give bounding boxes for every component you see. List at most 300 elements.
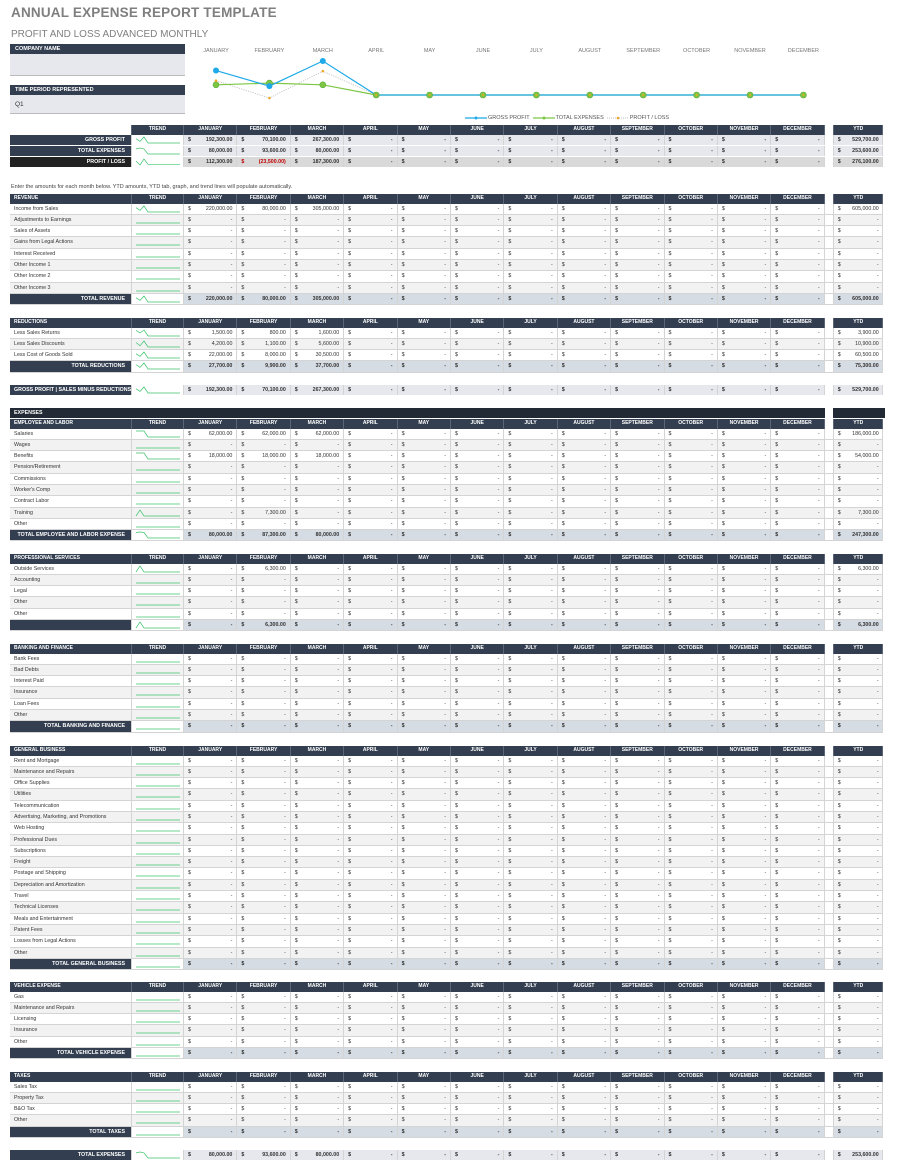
cell-november[interactable]: $ - — [718, 609, 771, 619]
cell-november[interactable]: $ - — [718, 260, 771, 270]
cell-october[interactable]: $ - — [665, 429, 718, 439]
cell-april[interactable]: $ - — [344, 710, 397, 720]
cell-march[interactable]: $ - — [291, 902, 344, 912]
cell-september[interactable]: $ - — [611, 204, 664, 214]
cell-march[interactable]: $ - — [291, 1003, 344, 1013]
cell-october[interactable]: $ - — [665, 812, 718, 822]
cell-june[interactable]: $ - — [451, 440, 504, 450]
cell-february[interactable]: $ 18,000.00 — [237, 451, 290, 461]
cell-july[interactable]: $ - — [504, 891, 557, 901]
cell-march[interactable]: $ - — [291, 215, 344, 225]
cell-september[interactable]: $ - — [611, 564, 664, 574]
cell-december[interactable]: $ - — [771, 654, 824, 664]
cell-february[interactable]: $ - — [237, 654, 290, 664]
cell-october[interactable]: $ - — [665, 880, 718, 890]
cell-july[interactable]: $ - — [504, 1104, 557, 1114]
cell-february[interactable]: $ - — [237, 812, 290, 822]
cell-november[interactable]: $ - — [718, 519, 771, 529]
cell-february[interactable]: $ - — [237, 586, 290, 596]
cell-october[interactable]: $ - — [665, 237, 718, 247]
cell-december[interactable]: $ - — [771, 451, 824, 461]
cell-august[interactable]: $ - — [558, 237, 611, 247]
cell-may[interactable]: $ - — [398, 440, 451, 450]
cell-november[interactable]: $ - — [718, 249, 771, 259]
cell-november[interactable]: $ - — [718, 914, 771, 924]
cell-october[interactable]: $ - — [665, 215, 718, 225]
cell-january[interactable]: $ - — [184, 676, 237, 686]
cell-october[interactable]: $ - — [665, 350, 718, 360]
cell-january[interactable]: $ - — [184, 283, 237, 293]
cell-december[interactable]: $ - — [771, 687, 824, 697]
cell-february[interactable]: $ - — [237, 485, 290, 495]
cell-march[interactable]: $ - — [291, 474, 344, 484]
cell-july[interactable]: $ - — [504, 429, 557, 439]
cell-august[interactable]: $ - — [558, 271, 611, 281]
cell-august[interactable]: $ - — [558, 914, 611, 924]
cell-september[interactable]: $ - — [611, 654, 664, 664]
cell-september[interactable]: $ - — [611, 339, 664, 349]
cell-november[interactable]: $ - — [718, 237, 771, 247]
cell-january[interactable]: $ - — [184, 440, 237, 450]
cell-june[interactable]: $ - — [451, 789, 504, 799]
cell-september[interactable]: $ - — [611, 778, 664, 788]
cell-january[interactable]: $ - — [184, 586, 237, 596]
cell-february[interactable]: $ - — [237, 215, 290, 225]
cell-august[interactable]: $ - — [558, 654, 611, 664]
cell-july[interactable]: $ - — [504, 880, 557, 890]
cell-may[interactable]: $ - — [398, 925, 451, 935]
cell-november[interactable]: $ - — [718, 676, 771, 686]
cell-june[interactable]: $ - — [451, 597, 504, 607]
cell-august[interactable]: $ - — [558, 812, 611, 822]
cell-december[interactable]: $ - — [771, 564, 824, 574]
cell-may[interactable]: $ - — [398, 249, 451, 259]
cell-january[interactable]: $ - — [184, 1003, 237, 1013]
cell-august[interactable]: $ - — [558, 1025, 611, 1035]
cell-january[interactable]: $ - — [184, 485, 237, 495]
cell-february[interactable]: $ - — [237, 597, 290, 607]
cell-february[interactable]: $ - — [237, 835, 290, 845]
cell-september[interactable]: $ - — [611, 485, 664, 495]
cell-november[interactable]: $ - — [718, 429, 771, 439]
cell-august[interactable]: $ - — [558, 665, 611, 675]
cell-january[interactable]: $ - — [184, 925, 237, 935]
cell-march[interactable]: $ - — [291, 283, 344, 293]
cell-april[interactable]: $ - — [344, 857, 397, 867]
cell-october[interactable]: $ - — [665, 936, 718, 946]
cell-april[interactable]: $ - — [344, 778, 397, 788]
cell-february[interactable]: $ - — [237, 249, 290, 259]
cell-august[interactable]: $ - — [558, 778, 611, 788]
cell-march[interactable]: $ 1,600.00 — [291, 328, 344, 338]
cell-april[interactable]: $ - — [344, 1014, 397, 1024]
cell-february[interactable]: $ - — [237, 992, 290, 1002]
cell-december[interactable]: $ - — [771, 936, 824, 946]
cell-february[interactable]: $ - — [237, 271, 290, 281]
cell-july[interactable]: $ - — [504, 699, 557, 709]
cell-december[interactable]: $ - — [771, 699, 824, 709]
cell-may[interactable]: $ - — [398, 676, 451, 686]
cell-december[interactable]: $ - — [771, 1104, 824, 1114]
cell-march[interactable]: $ - — [291, 699, 344, 709]
cell-july[interactable]: $ - — [504, 260, 557, 270]
cell-september[interactable]: $ - — [611, 1025, 664, 1035]
cell-december[interactable]: $ - — [771, 350, 824, 360]
cell-november[interactable]: $ - — [718, 767, 771, 777]
cell-december[interactable]: $ - — [771, 778, 824, 788]
cell-april[interactable]: $ - — [344, 328, 397, 338]
cell-march[interactable]: $ - — [291, 586, 344, 596]
cell-april[interactable]: $ - — [344, 868, 397, 878]
cell-april[interactable]: $ - — [344, 948, 397, 958]
cell-march[interactable]: $ - — [291, 846, 344, 856]
cell-december[interactable]: $ - — [771, 1093, 824, 1103]
cell-september[interactable]: $ - — [611, 880, 664, 890]
cell-april[interactable]: $ - — [344, 260, 397, 270]
cell-march[interactable]: $ - — [291, 496, 344, 506]
cell-march[interactable]: $ 305,000.00 — [291, 204, 344, 214]
cell-november[interactable]: $ - — [718, 1104, 771, 1114]
cell-august[interactable]: $ - — [558, 609, 611, 619]
cell-april[interactable]: $ - — [344, 451, 397, 461]
cell-november[interactable]: $ - — [718, 1003, 771, 1013]
cell-february[interactable]: $ 62,000.00 — [237, 429, 290, 439]
cell-november[interactable]: $ - — [718, 1082, 771, 1092]
cell-april[interactable]: $ - — [344, 914, 397, 924]
cell-july[interactable]: $ - — [504, 1037, 557, 1047]
cell-august[interactable]: $ - — [558, 936, 611, 946]
cell-may[interactable]: $ - — [398, 226, 451, 236]
cell-may[interactable]: $ - — [398, 992, 451, 1002]
cell-september[interactable]: $ - — [611, 756, 664, 766]
cell-september[interactable]: $ - — [611, 519, 664, 529]
cell-may[interactable]: $ - — [398, 936, 451, 946]
cell-november[interactable]: $ - — [718, 835, 771, 845]
cell-february[interactable]: $ - — [237, 609, 290, 619]
cell-october[interactable]: $ - — [665, 283, 718, 293]
cell-april[interactable]: $ - — [344, 283, 397, 293]
cell-march[interactable]: $ - — [291, 564, 344, 574]
cell-may[interactable]: $ - — [398, 496, 451, 506]
cell-june[interactable]: $ - — [451, 676, 504, 686]
cell-october[interactable]: $ - — [665, 328, 718, 338]
cell-june[interactable]: $ - — [451, 519, 504, 529]
cell-march[interactable]: $ - — [291, 485, 344, 495]
cell-april[interactable]: $ - — [344, 880, 397, 890]
cell-april[interactable]: $ - — [344, 846, 397, 856]
cell-january[interactable]: $ - — [184, 1104, 237, 1114]
cell-february[interactable]: $ - — [237, 936, 290, 946]
cell-november[interactable]: $ - — [718, 1014, 771, 1024]
cell-july[interactable]: $ - — [504, 283, 557, 293]
cell-april[interactable]: $ - — [344, 992, 397, 1002]
cell-august[interactable]: $ - — [558, 519, 611, 529]
cell-may[interactable]: $ - — [398, 609, 451, 619]
cell-october[interactable]: $ - — [665, 868, 718, 878]
cell-march[interactable]: $ - — [291, 767, 344, 777]
cell-december[interactable]: $ - — [771, 1082, 824, 1092]
cell-october[interactable]: $ - — [665, 1003, 718, 1013]
cell-october[interactable]: $ - — [665, 891, 718, 901]
cell-april[interactable]: $ - — [344, 767, 397, 777]
cell-august[interactable]: $ - — [558, 846, 611, 856]
cell-august[interactable]: $ - — [558, 204, 611, 214]
cell-march[interactable]: $ - — [291, 676, 344, 686]
cell-november[interactable]: $ - — [718, 440, 771, 450]
cell-november[interactable]: $ - — [718, 654, 771, 664]
cell-february[interactable]: $ - — [237, 880, 290, 890]
cell-march[interactable]: $ 18,000.00 — [291, 451, 344, 461]
cell-march[interactable]: $ - — [291, 226, 344, 236]
cell-december[interactable]: $ - — [771, 992, 824, 1002]
cell-january[interactable]: $ - — [184, 699, 237, 709]
cell-october[interactable]: $ - — [665, 496, 718, 506]
cell-november[interactable]: $ - — [718, 451, 771, 461]
cell-april[interactable]: $ - — [344, 204, 397, 214]
cell-july[interactable]: $ - — [504, 948, 557, 958]
cell-april[interactable]: $ - — [344, 350, 397, 360]
cell-may[interactable]: $ - — [398, 1025, 451, 1035]
cell-february[interactable]: $ - — [237, 1014, 290, 1024]
cell-december[interactable]: $ - — [771, 204, 824, 214]
cell-june[interactable]: $ - — [451, 1037, 504, 1047]
cell-january[interactable]: $ - — [184, 801, 237, 811]
cell-february[interactable]: $ - — [237, 948, 290, 958]
cell-january[interactable]: $ - — [184, 609, 237, 619]
cell-november[interactable]: $ - — [718, 1115, 771, 1125]
cell-november[interactable]: $ - — [718, 665, 771, 675]
cell-october[interactable]: $ - — [665, 665, 718, 675]
cell-december[interactable]: $ - — [771, 609, 824, 619]
cell-september[interactable]: $ - — [611, 925, 664, 935]
cell-august[interactable]: $ - — [558, 880, 611, 890]
cell-november[interactable]: $ - — [718, 925, 771, 935]
cell-october[interactable]: $ - — [665, 1093, 718, 1103]
cell-january[interactable]: $ 62,000.00 — [184, 429, 237, 439]
cell-october[interactable]: $ - — [665, 271, 718, 281]
cell-january[interactable]: $ - — [184, 846, 237, 856]
cell-september[interactable]: $ - — [611, 1115, 664, 1125]
cell-november[interactable]: $ - — [718, 350, 771, 360]
cell-december[interactable]: $ - — [771, 676, 824, 686]
cell-august[interactable]: $ - — [558, 215, 611, 225]
cell-august[interactable]: $ - — [558, 687, 611, 697]
cell-may[interactable]: $ - — [398, 429, 451, 439]
cell-august[interactable]: $ - — [558, 857, 611, 867]
cell-june[interactable]: $ - — [451, 857, 504, 867]
cell-january[interactable]: $ - — [184, 857, 237, 867]
cell-september[interactable]: $ - — [611, 260, 664, 270]
cell-june[interactable]: $ - — [451, 215, 504, 225]
cell-october[interactable]: $ - — [665, 440, 718, 450]
cell-july[interactable]: $ - — [504, 687, 557, 697]
cell-june[interactable]: $ - — [451, 586, 504, 596]
cell-april[interactable]: $ - — [344, 699, 397, 709]
cell-july[interactable]: $ - — [504, 925, 557, 935]
cell-october[interactable]: $ - — [665, 1115, 718, 1125]
cell-august[interactable]: $ - — [558, 1104, 611, 1114]
cell-august[interactable]: $ - — [558, 350, 611, 360]
cell-november[interactable]: $ - — [718, 789, 771, 799]
cell-june[interactable]: $ - — [451, 835, 504, 845]
cell-may[interactable]: $ - — [398, 1104, 451, 1114]
time-period-field[interactable]: Q1 — [10, 95, 185, 114]
cell-june[interactable]: $ - — [451, 801, 504, 811]
cell-may[interactable]: $ - — [398, 812, 451, 822]
cell-june[interactable]: $ - — [451, 226, 504, 236]
cell-april[interactable]: $ - — [344, 687, 397, 697]
cell-october[interactable]: $ - — [665, 508, 718, 518]
cell-july[interactable]: $ - — [504, 237, 557, 247]
cell-august[interactable]: $ - — [558, 1093, 611, 1103]
cell-march[interactable]: $ - — [291, 1115, 344, 1125]
cell-june[interactable]: $ - — [451, 710, 504, 720]
cell-july[interactable]: $ - — [504, 350, 557, 360]
cell-november[interactable]: $ - — [718, 846, 771, 856]
cell-october[interactable]: $ - — [665, 710, 718, 720]
cell-july[interactable]: $ - — [504, 564, 557, 574]
cell-april[interactable]: $ - — [344, 891, 397, 901]
cell-may[interactable]: $ - — [398, 891, 451, 901]
cell-october[interactable]: $ - — [665, 1025, 718, 1035]
cell-march[interactable]: $ - — [291, 925, 344, 935]
cell-march[interactable]: $ - — [291, 1104, 344, 1114]
cell-november[interactable]: $ - — [718, 226, 771, 236]
cell-march[interactable]: $ - — [291, 260, 344, 270]
company-name-field[interactable] — [10, 54, 185, 76]
cell-february[interactable]: $ 800.00 — [237, 328, 290, 338]
cell-february[interactable]: $ 8,000.00 — [237, 350, 290, 360]
cell-april[interactable]: $ - — [344, 936, 397, 946]
cell-december[interactable]: $ - — [771, 474, 824, 484]
cell-august[interactable]: $ - — [558, 948, 611, 958]
cell-june[interactable]: $ - — [451, 699, 504, 709]
cell-july[interactable]: $ - — [504, 271, 557, 281]
cell-november[interactable]: $ - — [718, 328, 771, 338]
cell-january[interactable]: $ - — [184, 271, 237, 281]
cell-january[interactable]: $ - — [184, 710, 237, 720]
cell-september[interactable]: $ - — [611, 936, 664, 946]
cell-november[interactable]: $ - — [718, 474, 771, 484]
cell-september[interactable]: $ - — [611, 891, 664, 901]
cell-january[interactable]: $ - — [184, 687, 237, 697]
cell-december[interactable]: $ - — [771, 283, 824, 293]
cell-august[interactable]: $ - — [558, 767, 611, 777]
cell-september[interactable]: $ - — [611, 237, 664, 247]
cell-december[interactable]: $ - — [771, 237, 824, 247]
cell-december[interactable]: $ - — [771, 914, 824, 924]
cell-september[interactable]: $ - — [611, 440, 664, 450]
cell-april[interactable]: $ - — [344, 564, 397, 574]
cell-july[interactable]: $ - — [504, 440, 557, 450]
cell-october[interactable]: $ - — [665, 226, 718, 236]
cell-august[interactable]: $ - — [558, 992, 611, 1002]
cell-july[interactable]: $ - — [504, 496, 557, 506]
cell-january[interactable]: $ - — [184, 215, 237, 225]
cell-december[interactable]: $ - — [771, 597, 824, 607]
cell-february[interactable]: $ - — [237, 846, 290, 856]
cell-october[interactable]: $ - — [665, 1082, 718, 1092]
cell-january[interactable]: $ - — [184, 575, 237, 585]
cell-march[interactable]: $ - — [291, 1037, 344, 1047]
cell-february[interactable]: $ - — [237, 237, 290, 247]
cell-january[interactable]: $ 18,000.00 — [184, 451, 237, 461]
cell-february[interactable]: $ 80,000.00 — [237, 204, 290, 214]
cell-november[interactable]: $ - — [718, 756, 771, 766]
cell-september[interactable]: $ - — [611, 687, 664, 697]
cell-november[interactable]: $ - — [718, 204, 771, 214]
cell-june[interactable]: $ - — [451, 925, 504, 935]
cell-may[interactable]: $ - — [398, 914, 451, 924]
cell-july[interactable]: $ - — [504, 249, 557, 259]
cell-july[interactable]: $ - — [504, 451, 557, 461]
cell-june[interactable]: $ - — [451, 687, 504, 697]
cell-july[interactable]: $ - — [504, 823, 557, 833]
cell-may[interactable]: $ - — [398, 654, 451, 664]
cell-march[interactable]: $ - — [291, 710, 344, 720]
cell-july[interactable]: $ - — [504, 1025, 557, 1035]
cell-september[interactable]: $ - — [611, 812, 664, 822]
cell-march[interactable]: $ - — [291, 835, 344, 845]
cell-april[interactable]: $ - — [344, 440, 397, 450]
cell-august[interactable]: $ - — [558, 789, 611, 799]
cell-october[interactable]: $ - — [665, 789, 718, 799]
cell-june[interactable]: $ - — [451, 812, 504, 822]
cell-march[interactable]: $ - — [291, 1025, 344, 1035]
cell-january[interactable]: $ - — [184, 756, 237, 766]
cell-november[interactable]: $ - — [718, 283, 771, 293]
cell-january[interactable]: $ - — [184, 226, 237, 236]
cell-june[interactable]: $ - — [451, 237, 504, 247]
cell-july[interactable]: $ - — [504, 676, 557, 686]
cell-march[interactable]: $ 30,500.00 — [291, 350, 344, 360]
cell-may[interactable]: $ - — [398, 462, 451, 472]
cell-may[interactable]: $ - — [398, 789, 451, 799]
cell-december[interactable]: $ - — [771, 710, 824, 720]
cell-may[interactable]: $ - — [398, 756, 451, 766]
cell-april[interactable]: $ - — [344, 812, 397, 822]
cell-february[interactable]: $ - — [237, 676, 290, 686]
cell-june[interactable]: $ - — [451, 339, 504, 349]
cell-june[interactable]: $ - — [451, 992, 504, 1002]
cell-february[interactable]: $ - — [237, 1093, 290, 1103]
cell-june[interactable]: $ - — [451, 756, 504, 766]
cell-december[interactable]: $ - — [771, 925, 824, 935]
cell-august[interactable]: $ - — [558, 1003, 611, 1013]
cell-august[interactable]: $ - — [558, 496, 611, 506]
cell-june[interactable]: $ - — [451, 778, 504, 788]
cell-may[interactable]: $ - — [398, 880, 451, 890]
cell-november[interactable]: $ - — [718, 575, 771, 585]
cell-june[interactable]: $ - — [451, 249, 504, 259]
cell-june[interactable]: $ - — [451, 914, 504, 924]
cell-june[interactable]: $ - — [451, 767, 504, 777]
cell-july[interactable]: $ - — [504, 756, 557, 766]
cell-february[interactable]: $ - — [237, 462, 290, 472]
cell-march[interactable]: $ - — [291, 687, 344, 697]
cell-february[interactable]: $ - — [237, 902, 290, 912]
cell-august[interactable]: $ - — [558, 462, 611, 472]
cell-may[interactable]: $ - — [398, 451, 451, 461]
cell-july[interactable]: $ - — [504, 902, 557, 912]
cell-june[interactable]: $ - — [451, 1093, 504, 1103]
cell-july[interactable]: $ - — [504, 609, 557, 619]
cell-july[interactable]: $ - — [504, 778, 557, 788]
cell-january[interactable]: $ - — [184, 767, 237, 777]
cell-april[interactable]: $ - — [344, 271, 397, 281]
cell-august[interactable]: $ - — [558, 902, 611, 912]
cell-february[interactable]: $ - — [237, 1003, 290, 1013]
